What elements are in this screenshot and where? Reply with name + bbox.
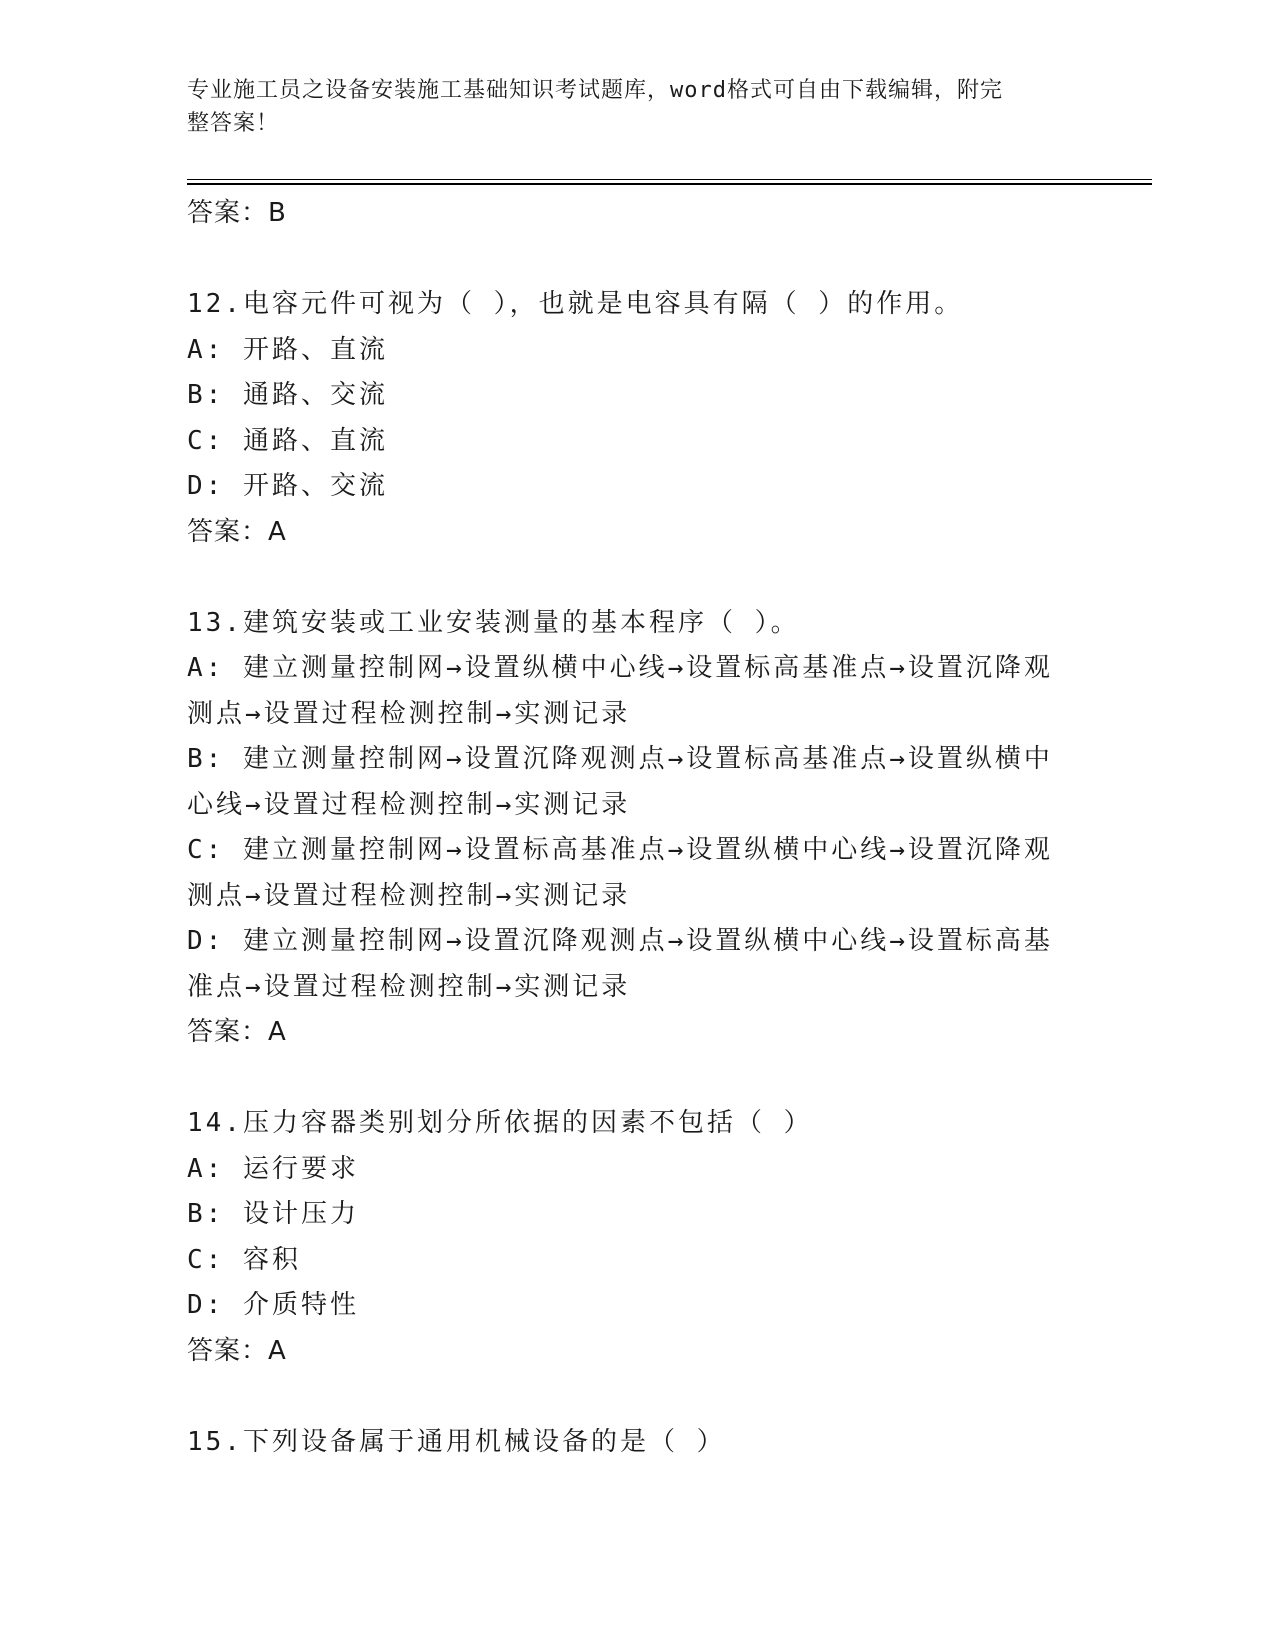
answer-line: 答案：B [187,198,287,228]
question-line: 14.压力容器类别划分所依据的因素不包括（ ） [187,1108,813,1138]
option-line: A: 开路、直流 [187,334,388,365]
answer-line: 答案：A [187,1017,287,1047]
option-line: A: 建立测量控制网→设置纵横中心线→设置标高基准点→设置沉降观 [187,653,1053,683]
question-list [187,191,1087,1465]
blank-line [187,555,1087,601]
option-line: 准点→设置过程检测控制→实测记录 [187,971,631,1002]
option-line: D: 开路、交流 [187,471,388,501]
answer-line: 答案：A [187,516,287,547]
option-line: C: 建立测量控制网→设置标高基准点→设置纵横中心线→设置沉降观 [187,835,1053,865]
blank-line [187,1374,1087,1420]
blank-line [187,1056,1087,1102]
option-line: C: 容积 [187,1244,301,1275]
option-line: D: 介质特性 [187,1290,359,1320]
option-line: C: 通路、直流 [187,425,388,456]
option-line: D: 建立测量控制网→设置沉降观测点→设置纵横中心线→设置标高基 [187,926,1053,956]
question-line: 15.下列设备属于通用机械设备的是（ ） [187,1426,726,1457]
option-line: A: 运行要求 [187,1153,359,1184]
blank-line [187,237,1087,283]
document-header [187,74,1067,140]
question-line: 12.电容元件可视为（ ），也就是电容具有隔（ ）的作用。 [187,289,964,319]
option-line: B: 建立测量控制网→设置沉降观测点→设置标高基准点→设置纵横中 [187,744,1053,774]
header-line-2: 整答案！ [187,111,280,136]
option-line: B: 通路、交流 [187,380,388,410]
option-line: B: 设计压力 [187,1199,359,1229]
question-line: 13.建筑安装或工业安装测量的基本程序（ ）。 [187,607,800,638]
header-divider-thick [187,183,1152,185]
answer-line: 答案：A [187,1335,287,1366]
option-line: 心线→设置过程检测控制→实测记录 [187,789,631,820]
option-line: 测点→设置过程检测控制→实测记录 [187,880,631,911]
header-line-1: 专业施工员之设备安装施工基础知识考试题库，word格式可自由下载编辑，附完 [187,78,1003,103]
header-divider-thin [187,179,1152,180]
option-line: 测点→设置过程检测控制→实测记录 [187,698,631,729]
